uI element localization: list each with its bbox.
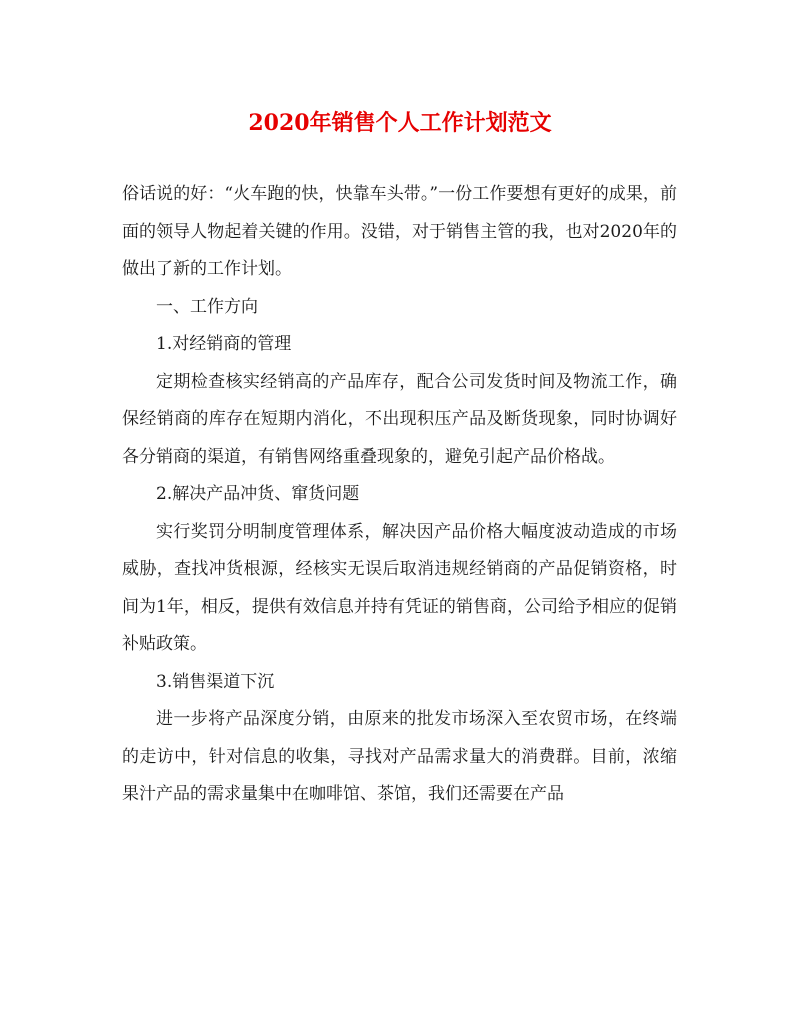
item-heading-distributor-management: 1.对经销商的管理 (156, 334, 292, 354)
document-title: 2020年销售个人工作计划范文 (248, 110, 552, 136)
item-heading-channel-sinking: 3.销售渠道下沉 (156, 671, 275, 692)
document-body (122, 176, 677, 814)
item-body-distributor-management: 定期检查核实经销高的产品库存，配合公司发货时间及物流工作，确保经销商的库存在短期内消化，不出现积压产品及断货现象，同时协调好各分销商的渠道，有销售网络重叠现象的，避免引起产品价格战。 (122, 371, 677, 467)
item-body-channel-sinking: 进一步将产品深度分销，由原来的批发市场深入至农贸市场，在终端的走访中，针对信息的收集，寻找对产品需求量大的消费群。目前，浓缩果汁产品的需求量集中在咖啡馆、茶馆，我们还需要在产品 (122, 709, 677, 804)
intro-paragraph: 俗话说的好：“火车跑的快，快靠车头带。”一份工作要想有更好的成果，前面的领导人物起着关键的作用。没错，对于销售主管的我，也对2020年的做出了新的工作计划。 (122, 184, 677, 279)
item-body-cross-selling: 实行奖罚分明制度管理体系，解决因产品价格大幅度波动造成的市场威胁，查找冲货根源，经核实无误后取消违规经销商的产品促销资格，时间为1年，相反，提供有效信息并持有凭证的销售商，公司给予相应的促销补贴政策。 (122, 521, 677, 654)
section-heading-work-direction: 一、工作方向 (156, 296, 258, 317)
item-heading-cross-selling: 2.解决产品冲货、窜货问题 (156, 484, 360, 504)
